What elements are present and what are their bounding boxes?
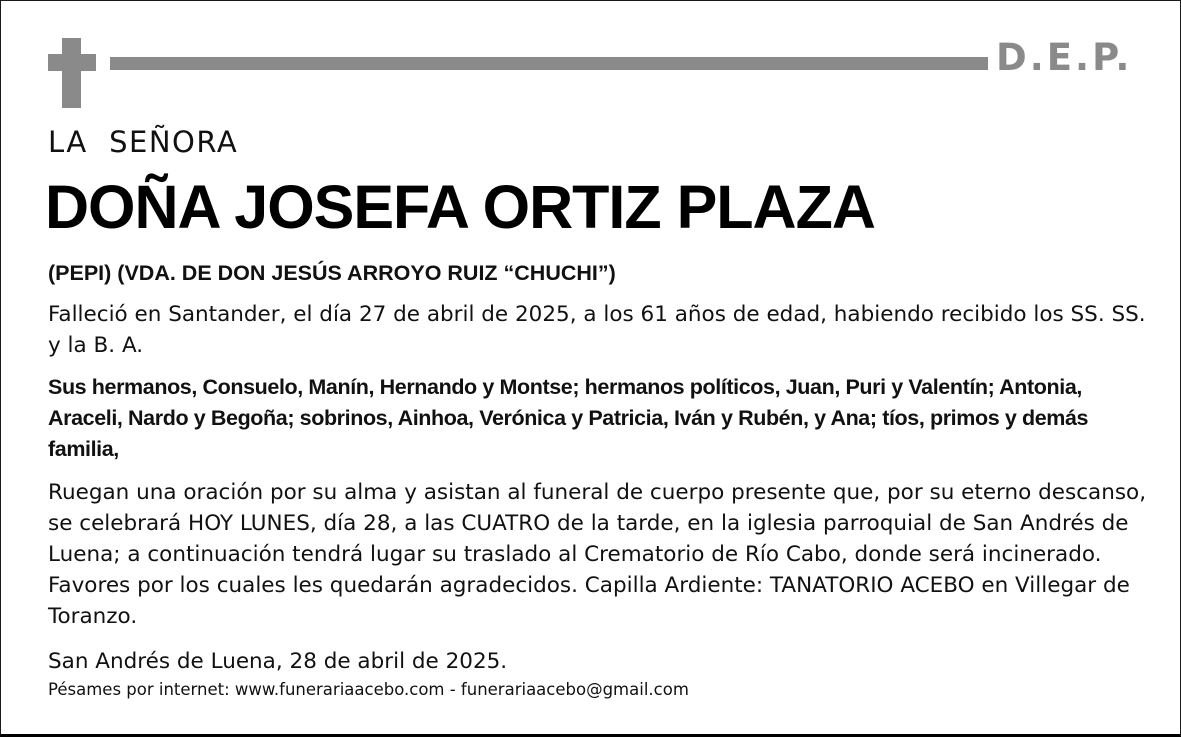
title-prefix: LA SEÑORA [48,125,239,159]
cross-icon-bar [48,54,96,71]
deceased-alias: (PEPI) (VDA. DE DON JESÚS ARROYO RUIZ “CHUCHI”) [48,261,616,285]
cross-icon [62,38,81,108]
family-paragraph: Sus hermanos, Consuelo, Manín, Hernando y Montse; hermanos políticos, Juan, Puri y Valentín; Antonia, Araceli, Nardo y Begoña; sobrinos, Ainhoa, Verónica y Patricia, Iván y Rubén, y Ana; tíos, primos y demás familia, [48,375,1089,461]
dep-label: D.E.P. [996,36,1133,79]
deceased-name: DOÑA JOSEFA ORTIZ PLAZA [45,173,875,241]
death-paragraph: Falleció en Santander, el día 27 de abril de 2025, a los 61 años de edad, habiendo recibido los SS. SS. y la B. A. [48,302,1146,358]
contact-line: Pésames por internet: www.funerariaacebo.com - funerariaacebo@gmail.com [48,680,689,699]
funeral-paragraph: Ruegan una oración por su alma y asistan al funeral de cuerpo presente que, por su eterno descanso, se celebrará HOY LUNES, día 28, a las CUATRO de la tarde, en la iglesia parroquial de San Andrés de Luena; a continuación tendrá lugar su traslado al Crematorio de Río Cabo, donde será incinerado. Favores por los cuales les quedarán agradecidos. Capilla Ardiente: TANATORIO ACEBO en Villegar de Toranzo. [48,480,1147,629]
header-rule [110,57,988,70]
place-date: San Andrés de Luena, 28 de abril de 2025. [48,649,508,674]
